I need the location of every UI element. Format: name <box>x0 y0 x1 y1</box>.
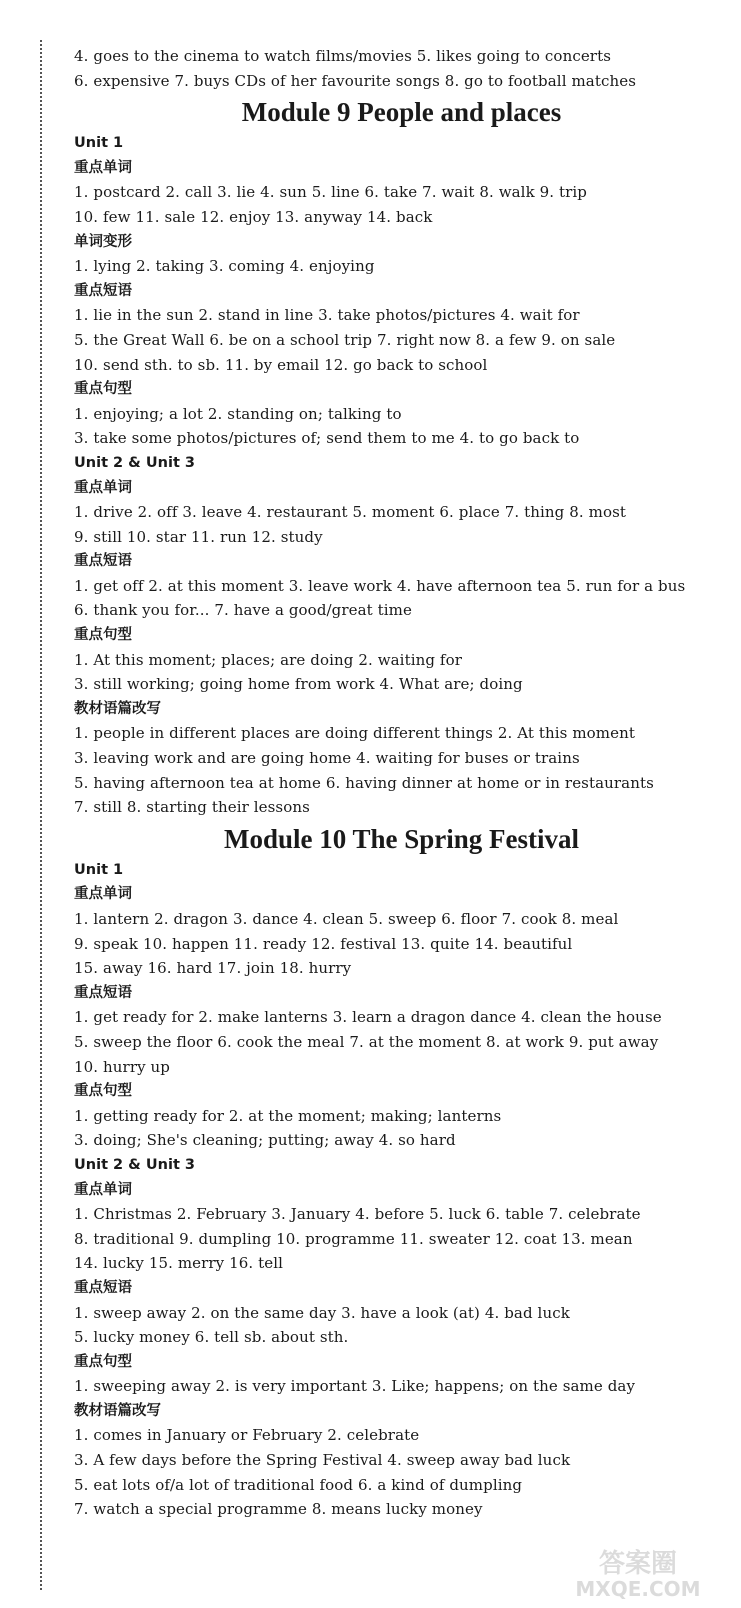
answer-line: 1. lying 2. taking 3. coming 4. enjoying <box>74 257 375 276</box>
answer-line: 6. thank you for... 7. have a good/great time <box>74 601 412 620</box>
section-heading: 重点句型 <box>74 627 132 644</box>
section-heading: 重点句型 <box>74 1083 132 1100</box>
section-heading: 重点短语 <box>74 984 132 1001</box>
section-heading: 重点单词 <box>74 479 132 496</box>
answer-line: 5. lucky money 6. tell sb. about sth. <box>74 1328 349 1347</box>
answer-line: 1. postcard 2. call 3. lie 4. sun 5. line 6. take 7. wait 8. walk 9. trip <box>74 183 588 202</box>
answer-line: 10. few 11. sale 12. enjoy 13. anyway 14. back <box>74 207 433 226</box>
answer-line: 5. having afternoon tea at home 6. having dinner at home or in restaurants <box>74 773 654 792</box>
section-heading: 教材语篇改写 <box>74 1402 161 1419</box>
watermark-stamp-icon <box>553 1542 723 1602</box>
answer-line: 3. A few days before the Spring Festival 4. sweep away bad luck <box>74 1451 571 1470</box>
module-title: Module 9 People and places <box>241 97 562 128</box>
watermark-text-1: 答案圈 <box>598 1549 678 1579</box>
dotted-margin-rule <box>40 40 42 1590</box>
answer-line: 1. At this moment; places; are doing 2. waiting for <box>74 650 462 669</box>
section-heading: 重点单词 <box>74 886 132 903</box>
answer-line: 10. hurry up <box>74 1057 170 1076</box>
unit-heading: Unit 2 & Unit 3 <box>74 454 196 471</box>
answer-line: 9. speak 10. happen 11. ready 12. festival 13. quite 14. beautiful <box>74 934 573 953</box>
answer-line: 9. still 10. star 11. run 12. study <box>74 527 323 546</box>
section-heading: 重点句型 <box>74 1353 132 1370</box>
module-section <box>74 93 729 820</box>
watermark-logo <box>553 1542 723 1602</box>
unit-heading: Unit 1 <box>74 861 124 878</box>
section-heading: 单词变形 <box>74 233 132 250</box>
top-lines <box>74 44 729 93</box>
answer-line: 8. traditional 9. dumpling 10. programme 11. sweater 12. coat 13. mean <box>74 1229 633 1248</box>
section-heading: 重点单词 <box>74 1181 132 1198</box>
answer-line: 3. still working; going home from work 4. What are; doing <box>74 675 523 694</box>
section-heading: 重点短语 <box>74 1279 132 1296</box>
answer-line: 5. sweep the floor 6. cook the meal 7. at the moment 8. at work 9. put away <box>74 1032 659 1051</box>
answer-line: 3. leaving work and are going home 4. waiting for buses or trains <box>74 749 580 768</box>
answer-line: 10. send sth. to sb. 11. by email 12. go back to school <box>74 355 488 374</box>
watermark-text-2: MXQE.COM <box>575 1577 701 1601</box>
answer-line: 1. drive 2. off 3. leave 4. restaurant 5. moment 6. place 7. thing 8. most <box>74 503 627 522</box>
answer-line: 1. get off 2. at this moment 3. leave work 4. have afternoon tea 5. run for a bus <box>74 576 686 595</box>
answer-line: 1. sweeping away 2. is very important 3. Like; happens; on the same day <box>74 1377 636 1396</box>
unit-heading: Unit 2 & Unit 3 <box>74 1156 196 1173</box>
answer-line: 1. getting ready for 2. at the moment; making; lanterns <box>74 1106 502 1125</box>
answer-line: 1. lie in the sun 2. stand in line 3. take photos/pictures 4. wait for <box>74 306 580 325</box>
answer-line: 1. sweep away 2. on the same day 3. have a look (at) 4. bad luck <box>74 1303 570 1322</box>
answer-line: 5. eat lots of/a lot of traditional food 6. a kind of dumpling <box>74 1475 523 1494</box>
answer-line: 4. goes to the cinema to watch films/movies 5. likes going to concerts <box>74 47 612 65</box>
module-section <box>74 820 729 1522</box>
answer-line: 1. lantern 2. dragon 3. dance 4. clean 5. sweep 6. floor 7. cook 8. meal <box>74 910 619 928</box>
answer-line: 14. lucky 15. merry 16. tell <box>74 1254 284 1273</box>
module-title: Module 10 The Spring Festival <box>223 823 580 854</box>
answer-line: 15. away 16. hard 17. join 18. hurry <box>74 959 352 978</box>
unit-heading: Unit 1 <box>74 135 124 152</box>
answer-line: 3. doing; She's cleaning; putting; away 4. so hard <box>74 1131 456 1150</box>
section-heading: 重点单词 <box>74 159 132 176</box>
section-heading: 重点短语 <box>74 282 132 299</box>
answer-line: 1. people in different places are doing different things 2. At this moment <box>74 724 635 743</box>
answer-line: 7. watch a special programme 8. means lucky money <box>74 1500 483 1519</box>
section-heading: 重点句型 <box>74 381 132 398</box>
answer-line: 3. take some photos/pictures of; send them to me 4. to go back to <box>74 429 580 448</box>
section-heading: 教材语篇改写 <box>74 700 161 717</box>
answer-line: 5. the Great Wall 6. be on a school trip 7. right now 8. a few 9. on sale <box>74 330 616 349</box>
answer-line: 1. Christmas 2. February 3. January 4. before 5. luck 6. table 7. celebrate <box>74 1205 641 1224</box>
section-heading: 重点短语 <box>74 553 132 570</box>
modules <box>74 93 729 1522</box>
answer-line: 7. still 8. starting their lessons <box>74 798 310 817</box>
answer-line: 6. expensive 7. buys CDs of her favourite songs 8. go to football matches <box>74 71 636 90</box>
answer-line: 1. get ready for 2. make lanterns 3. learn a dragon dance 4. clean the house <box>74 1008 662 1027</box>
answer-content <box>74 44 729 1522</box>
answer-line: 1. enjoying; a lot 2. standing on; talking to <box>74 404 402 423</box>
answer-line: 1. comes in January or February 2. celebrate <box>74 1426 420 1445</box>
